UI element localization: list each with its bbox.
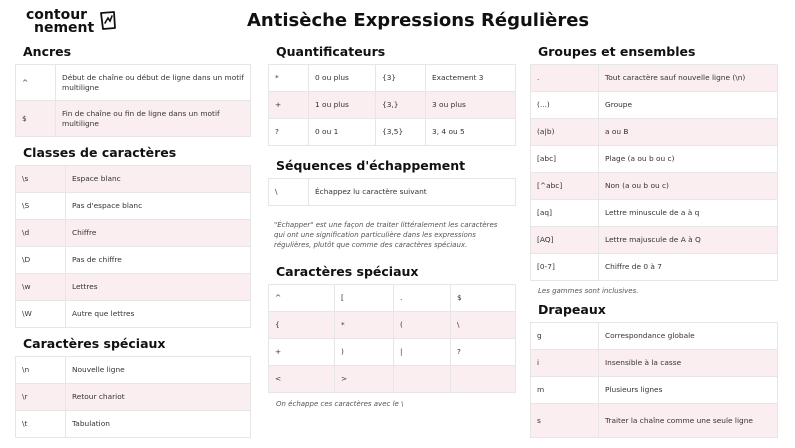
special-chars-heading: Caractères spéciaux <box>23 336 166 351</box>
anchor-description: Début de chaîne ou début de ligne dans un motif multiligne <box>56 65 251 101</box>
brand-line1: contour <box>26 7 88 23</box>
special-char-cell: ? <box>451 339 516 366</box>
group-symbol: (...) <box>531 92 599 119</box>
special-chars-2-heading: Caractères spéciaux <box>276 264 419 279</box>
group-symbol: [^abc] <box>531 173 599 200</box>
escape-table <box>268 178 516 206</box>
class-symbol: \W <box>16 301 66 328</box>
escape-symbol: \ <box>269 179 309 206</box>
special-char-cell <box>451 366 516 393</box>
class-description: Chiffre <box>66 220 251 247</box>
table-row <box>269 119 516 146</box>
table-row <box>16 220 251 247</box>
class-symbol: \D <box>16 247 66 274</box>
anchor-symbol: $ <box>16 101 56 137</box>
column-left <box>15 44 251 438</box>
groups-table <box>530 64 778 281</box>
char-classes-table <box>15 165 251 328</box>
anchors-table <box>15 64 251 137</box>
class-description: Autre que lettres <box>66 301 251 328</box>
quantifier-description: 0 ou 1 <box>309 119 376 146</box>
flag-symbol: s <box>531 404 599 438</box>
quantifier-symbol: ? <box>269 119 309 146</box>
special-char-cell <box>394 366 451 393</box>
quantifier-description: 3, 4 ou 5 <box>426 119 516 146</box>
special-symbol: \r <box>16 384 66 411</box>
table-row <box>531 92 778 119</box>
special-char-cell: ) <box>335 339 394 366</box>
table-row <box>16 301 251 328</box>
special-char-cell: ^ <box>269 285 335 312</box>
table-row <box>531 65 778 92</box>
table-row <box>269 92 516 119</box>
class-symbol: \S <box>16 193 66 220</box>
special-char-cell: ( <box>394 312 451 339</box>
class-symbol: \s <box>16 166 66 193</box>
group-symbol: [aq] <box>531 200 599 227</box>
table-row <box>269 65 516 92</box>
table-row <box>531 200 778 227</box>
table-row <box>269 312 516 339</box>
class-description: Lettres <box>66 274 251 301</box>
table-row <box>16 384 251 411</box>
quantifier-description: Exactement 3 <box>426 65 516 92</box>
special-chars-2-table <box>268 284 516 393</box>
special-description: Tabulation <box>66 411 251 438</box>
quantifier-symbol: {3} <box>376 65 426 92</box>
table-row <box>16 357 251 384</box>
special-chars-note: On échappe ces caractères avec le \ <box>276 400 404 408</box>
special-description: Nouvelle ligne <box>66 357 251 384</box>
groups-note: Les gammes sont inclusives. <box>538 287 639 295</box>
group-description: Lettre majuscule de A à Q <box>599 227 778 254</box>
table-row <box>16 247 251 274</box>
group-symbol: . <box>531 65 599 92</box>
group-symbol: (a|b) <box>531 119 599 146</box>
group-description: Groupe <box>599 92 778 119</box>
table-row <box>531 227 778 254</box>
table-row <box>531 173 778 200</box>
page-title: Antisèche Expressions Régulières <box>247 10 590 31</box>
flag-description: Plusieurs lignes <box>599 377 778 404</box>
group-symbol: [abc] <box>531 146 599 173</box>
anchors-heading: Ancres <box>23 44 72 59</box>
special-char-cell: * <box>335 312 394 339</box>
anchor-symbol: ^ <box>16 65 56 101</box>
quantifiers-heading: Quantificateurs <box>276 44 386 59</box>
quantifier-description: 1 ou plus <box>309 92 376 119</box>
class-description: Pas d'espace blanc <box>66 193 251 220</box>
group-description: a ou B <box>599 119 778 146</box>
group-description: Lettre minuscule de a à q <box>599 200 778 227</box>
group-symbol: [0-7] <box>531 254 599 281</box>
table-row <box>531 404 778 438</box>
flag-symbol: i <box>531 350 599 377</box>
table-row <box>269 339 516 366</box>
flags-table <box>530 322 778 438</box>
table-row <box>16 101 251 137</box>
table-row <box>16 274 251 301</box>
group-description: Plage (a ou b ou c) <box>599 146 778 173</box>
quantifier-description: 3 ou plus <box>426 92 516 119</box>
table-row <box>531 350 778 377</box>
special-char-cell: \ <box>451 312 516 339</box>
quantifier-symbol: {3,5} <box>376 119 426 146</box>
quantifier-symbol: {3,} <box>376 92 426 119</box>
group-description: Non (a ou b ou c) <box>599 173 778 200</box>
quantifiers-table <box>268 64 516 146</box>
flags-heading: Drapeaux <box>538 302 606 317</box>
class-symbol: \d <box>16 220 66 247</box>
quantifier-symbol: * <box>269 65 309 92</box>
group-description: Chiffre de 0 à 7 <box>599 254 778 281</box>
table-row <box>531 146 778 173</box>
groups-heading: Groupes et ensembles <box>538 44 696 59</box>
escape-note: "Échapper" est une façon de traiter littéralement les caractères qui ont une signification particulière dans les expressions régulières, plutôt que comme des caractères spéciaux. <box>274 221 498 249</box>
brand-mark-icon <box>98 10 118 32</box>
brand-logo <box>26 9 118 35</box>
column-right <box>530 44 778 438</box>
special-char-cell: $ <box>451 285 516 312</box>
table-row <box>16 193 251 220</box>
anchor-description: Fin de chaîne ou fin de ligne dans un motif multiligne <box>56 101 251 137</box>
column-middle <box>268 44 516 409</box>
special-char-cell: < <box>269 366 335 393</box>
table-row <box>269 285 516 312</box>
escape-description: Échappez lu caractère suivant <box>309 179 516 206</box>
table-row <box>269 366 516 393</box>
brand-line2: nement <box>34 20 95 36</box>
quantifier-description: 0 ou plus <box>309 65 376 92</box>
group-symbol: [AQ] <box>531 227 599 254</box>
table-row <box>531 377 778 404</box>
special-char-cell: [ <box>335 285 394 312</box>
special-char-cell: . <box>394 285 451 312</box>
table-row <box>531 323 778 350</box>
special-char-cell: { <box>269 312 335 339</box>
table-row <box>16 65 251 101</box>
table-row <box>269 179 516 206</box>
class-description: Espace blanc <box>66 166 251 193</box>
table-row <box>16 411 251 438</box>
table-row <box>531 254 778 281</box>
special-symbol: \t <box>16 411 66 438</box>
special-char-cell: + <box>269 339 335 366</box>
class-symbol: \w <box>16 274 66 301</box>
flag-symbol: g <box>531 323 599 350</box>
group-description: Tout caractère sauf nouvelle ligne (\n) <box>599 65 778 92</box>
quantifier-symbol: + <box>269 92 309 119</box>
special-symbol: \n <box>16 357 66 384</box>
flag-description: Traiter la chaîne comme une seule ligne <box>599 404 778 438</box>
special-char-cell: > <box>335 366 394 393</box>
special-description: Retour chariot <box>66 384 251 411</box>
char-classes-heading: Classes de caractères <box>23 145 177 160</box>
flag-description: Insensible à la casse <box>599 350 778 377</box>
brand-name <box>26 9 94 35</box>
table-row <box>531 119 778 146</box>
escape-heading: Séquences d'échappement <box>276 158 466 173</box>
special-char-cell: | <box>394 339 451 366</box>
special-chars-table <box>15 356 251 438</box>
flag-symbol: m <box>531 377 599 404</box>
table-row <box>16 166 251 193</box>
class-description: Pas de chiffre <box>66 247 251 274</box>
flag-description: Correspondance globale <box>599 323 778 350</box>
